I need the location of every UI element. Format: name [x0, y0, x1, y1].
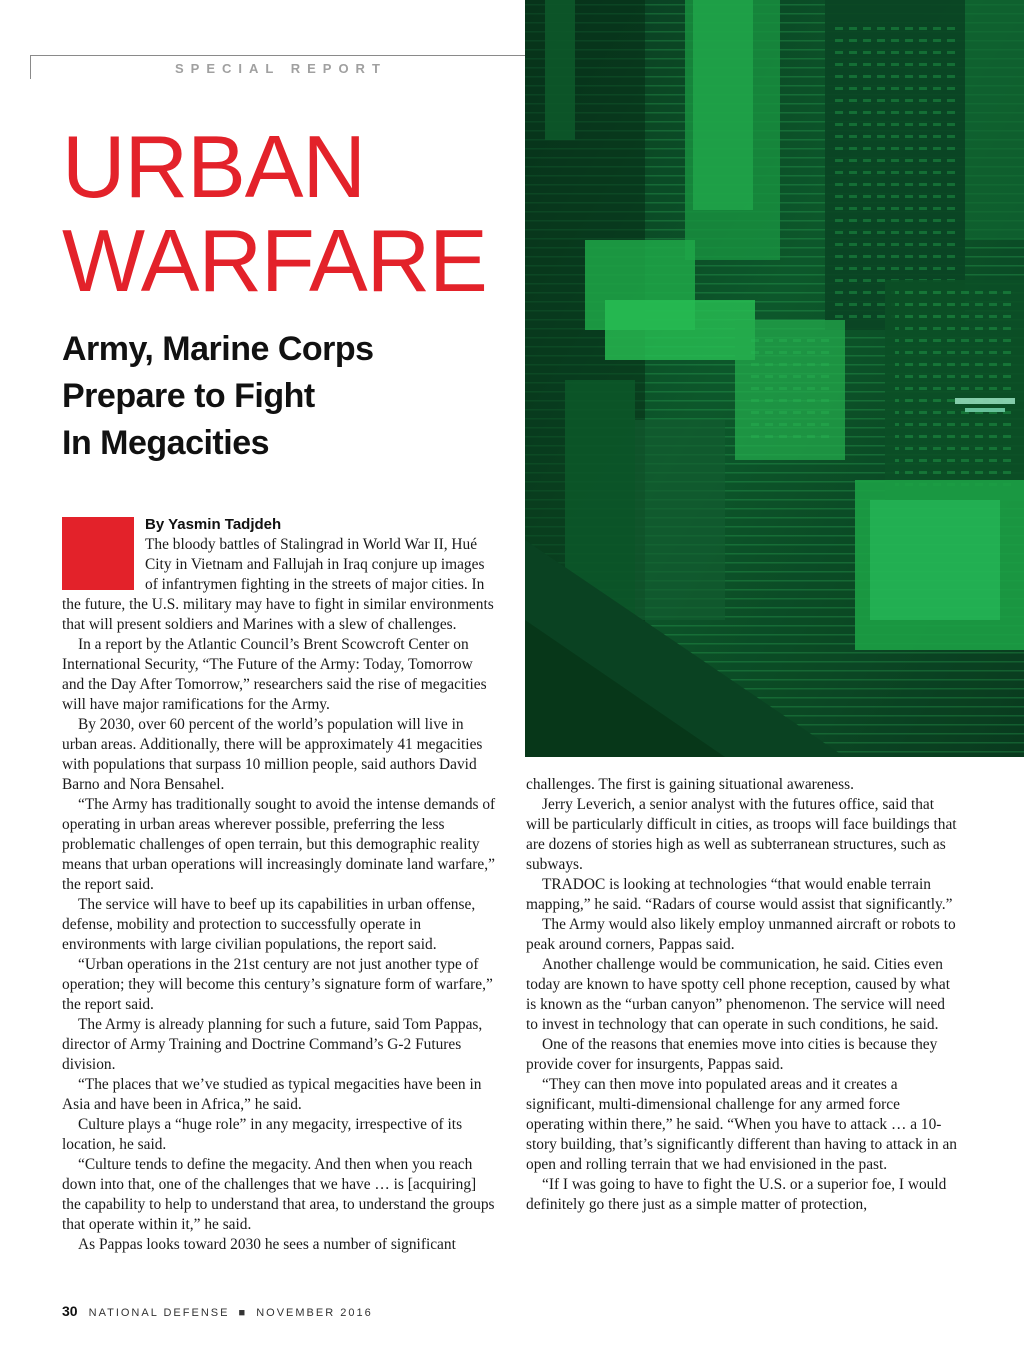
paragraph: “Urban operations in the 21st century are not just another type of operation; they will become this century’s signature form of warfare,” the report said. — [62, 956, 493, 1013]
paragraph: One of the reasons that enemies move into cities is because they provide cover for insurgents, Pappas said. — [526, 1036, 938, 1073]
subtitle-line-2: Prepare to Fight — [62, 377, 315, 415]
page-footer — [62, 1303, 373, 1319]
paragraph: Jerry Leverich, a senior analyst with the futures office, said that will be particularly difficult in cities, as troops will face buildings that are dozens of stories high as well as subterranean structures, such as subways. — [526, 796, 957, 873]
header-rule — [30, 55, 525, 56]
subtitle-line-1: Army, Marine Corps — [62, 330, 374, 368]
paragraph: As Pappas looks toward 2030 he sees a number of significant — [78, 1236, 456, 1253]
hero-illustration — [525, 0, 1024, 757]
paragraph: The bloody battles of Stalingrad in World War II, Hué City in Vietnam and Fallujah in Iraq conjure up images of infantrymen fighting in the streets of major cities. In the future, the U.S. military may have to fight in similar environments that will present soldiers and Marines with a slew of challenges. — [62, 536, 494, 633]
page-title — [62, 117, 487, 310]
byline: By Yasmin Tadjdeh — [145, 516, 282, 533]
paragraph: challenges. The first is gaining situational awareness. — [526, 776, 854, 793]
publication-name: NATIONAL DEFENSE — [88, 1307, 230, 1319]
paragraph: The Army is already planning for such a future, said Tom Pappas, director of Army Training and Doctrine Command’s G-2 Futures division. — [62, 1016, 483, 1073]
subtitle — [62, 326, 374, 467]
page-number: 30 — [62, 1303, 78, 1319]
paragraph: “Culture tends to define the megacity. And then when you reach down into that, one of the challenges that we have … is [acquiring] the capability to help to understand that area, to understand the groups that operate within it,” he said. — [62, 1156, 495, 1233]
title-line-2: WARFARE — [62, 211, 487, 310]
paragraph: Culture plays a “huge role” in any megacity, irrespective of its location, he said. — [62, 1116, 463, 1153]
paragraph: By 2030, over 60 percent of the world’s population will live in urban areas. Additionally, there will be approximately 41 megacities with populations that surpass 10 million people, said authors David Barno and Nora Bensahel. — [62, 716, 483, 793]
paragraph: Another challenge would be communication, he said. Cities even today are known to have spotty cell phone reception, caused by what is known as the “urban canyon” phenomenon. The service will need to invest in technology that can operate in such conditions, he said. — [526, 956, 950, 1033]
paragraph: “They can then move into populated areas and it creates a significant, multi-dimensional challenge for any armed force operating within there,” he said. “When you have to attack … a 10-story building, that’s significantly different than having to attack in an open and rolling terrain that we had envisioned in the past. — [526, 1076, 957, 1173]
drop-cap-spacer — [62, 535, 145, 595]
paragraph: In a report by the Atlantic Council’s Brent Scowcroft Center on International Security, “The Future of the Army: Today, Tomorrow and the Day After Tomorrow,” researchers said the rise of megacities will have major ramifications for the Army. — [62, 636, 487, 713]
paragraph: The service will have to beef up its capabilities in urban offense, defense, mobility and protection to successfully operate in environments with large civilian populations, the report said. — [62, 896, 476, 953]
article-column-1 — [62, 535, 496, 1255]
paragraph: “The Army has traditionally sought to avoid the intense demands of operating in urban areas wherever possible, preferring the less problematic challenges of open terrain, but this demographic reality means that urban operations will increasingly dominate land warfare,” the report said. — [62, 796, 496, 893]
footer-separator: ■ — [238, 1307, 248, 1319]
section-kicker: SPECIAL REPORT — [175, 61, 387, 76]
header-rule-left — [30, 55, 31, 79]
issue-date: NOVEMBER 2016 — [256, 1307, 373, 1319]
paragraph: “The places that we’ve studied as typical megacities have been in Asia and have been in Africa,” he said. — [62, 1076, 482, 1113]
subtitle-line-3: In Megacities — [62, 424, 270, 462]
title-line-1: URBAN — [62, 117, 366, 216]
paragraph: The Army would also likely employ unmanned aircraft or robots to peak around corners, Pappas said. — [526, 916, 956, 953]
paragraph: “If I was going to have to fight the U.S. or a superior foe, I would definitely go there just as a simple matter of protection, — [526, 1176, 947, 1213]
paragraph: TRADOC is looking at technologies “that would enable terrain mapping,” he said. “Radars of course would assist that significantly.” — [526, 876, 953, 913]
article-column-2 — [526, 775, 958, 1215]
